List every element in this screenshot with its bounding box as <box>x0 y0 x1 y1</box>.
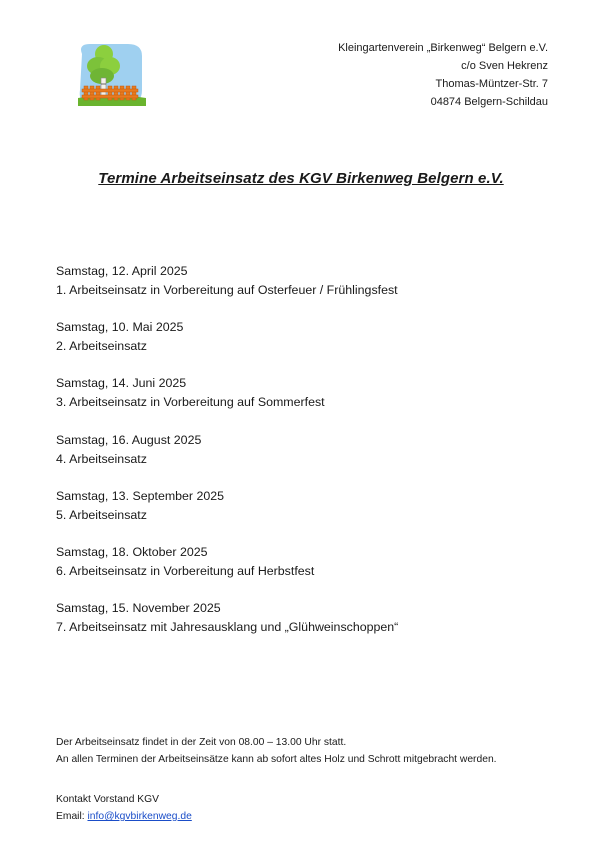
address-line-city: 04874 Belgern-Schildau <box>430 96 548 108</box>
event-date: Samstag, 10. Mai 2025 <box>56 320 184 335</box>
event-description: 7. Arbeitseinsatz mit Jahresausklang und „Glühweinschoppen“ <box>56 620 399 635</box>
event-item <box>56 487 576 543</box>
event-item <box>56 318 576 374</box>
event-item <box>56 431 576 487</box>
note-wood-scrap: An allen Terminen der Arbeitseinsätze kann ab sofort altes Holz und Schrott mitgebracht werden. <box>56 754 497 765</box>
address-block <box>338 39 548 111</box>
event-description: 6. Arbeitseinsatz in Vorbereitung auf Herbstfest <box>56 563 315 578</box>
contact-block <box>56 791 192 825</box>
event-date: Samstag, 16. August 2025 <box>56 432 202 447</box>
event-date: Samstag, 14. Juni 2025 <box>56 376 187 391</box>
event-description: 5. Arbeitseinsatz <box>56 507 147 522</box>
event-description: 2. Arbeitseinsatz <box>56 339 147 354</box>
event-date: Samstag, 18. Oktober 2025 <box>56 544 208 559</box>
event-item <box>56 599 576 655</box>
page-title: Termine Arbeitseinsatz des KGV Birkenweg Belgern e.V. <box>98 170 504 187</box>
email-link[interactable]: info@kgvbirkenweg.de <box>87 811 192 822</box>
event-description: 4. Arbeitseinsatz <box>56 451 147 466</box>
address-line-co: c/o Sven Hekrenz <box>461 60 548 72</box>
event-date: Samstag, 13. September 2025 <box>56 488 225 503</box>
event-date: Samstag, 15. November 2025 <box>56 601 221 616</box>
event-item <box>56 374 576 430</box>
event-description: 1. Arbeitseinsatz in Vorbereitung auf Osterfeuer / Frühlingsfest <box>56 283 398 297</box>
address-line-club: Kleingartenverein „Birkenweg“ Belgern e.V. <box>338 42 548 54</box>
kleingarten-logo <box>76 40 148 110</box>
notes-block <box>56 734 497 768</box>
contact-email-row <box>56 808 192 825</box>
events-list <box>56 262 576 655</box>
contact-heading: Kontakt Vorstand KGV <box>56 794 160 805</box>
event-date: Samstag, 12. April 2025 <box>56 264 188 278</box>
note-time: Der Arbeitseinsatz findet in der Zeit von 08.00 – 13.00 Uhr statt. <box>56 737 347 748</box>
address-line-street: Thomas-Müntzer-Str. 7 <box>435 78 548 90</box>
event-item <box>56 543 576 599</box>
event-item <box>56 262 576 318</box>
email-label: Email: <box>56 811 88 822</box>
event-description: 3. Arbeitseinsatz in Vorbereitung auf Sommerfest <box>56 395 325 410</box>
